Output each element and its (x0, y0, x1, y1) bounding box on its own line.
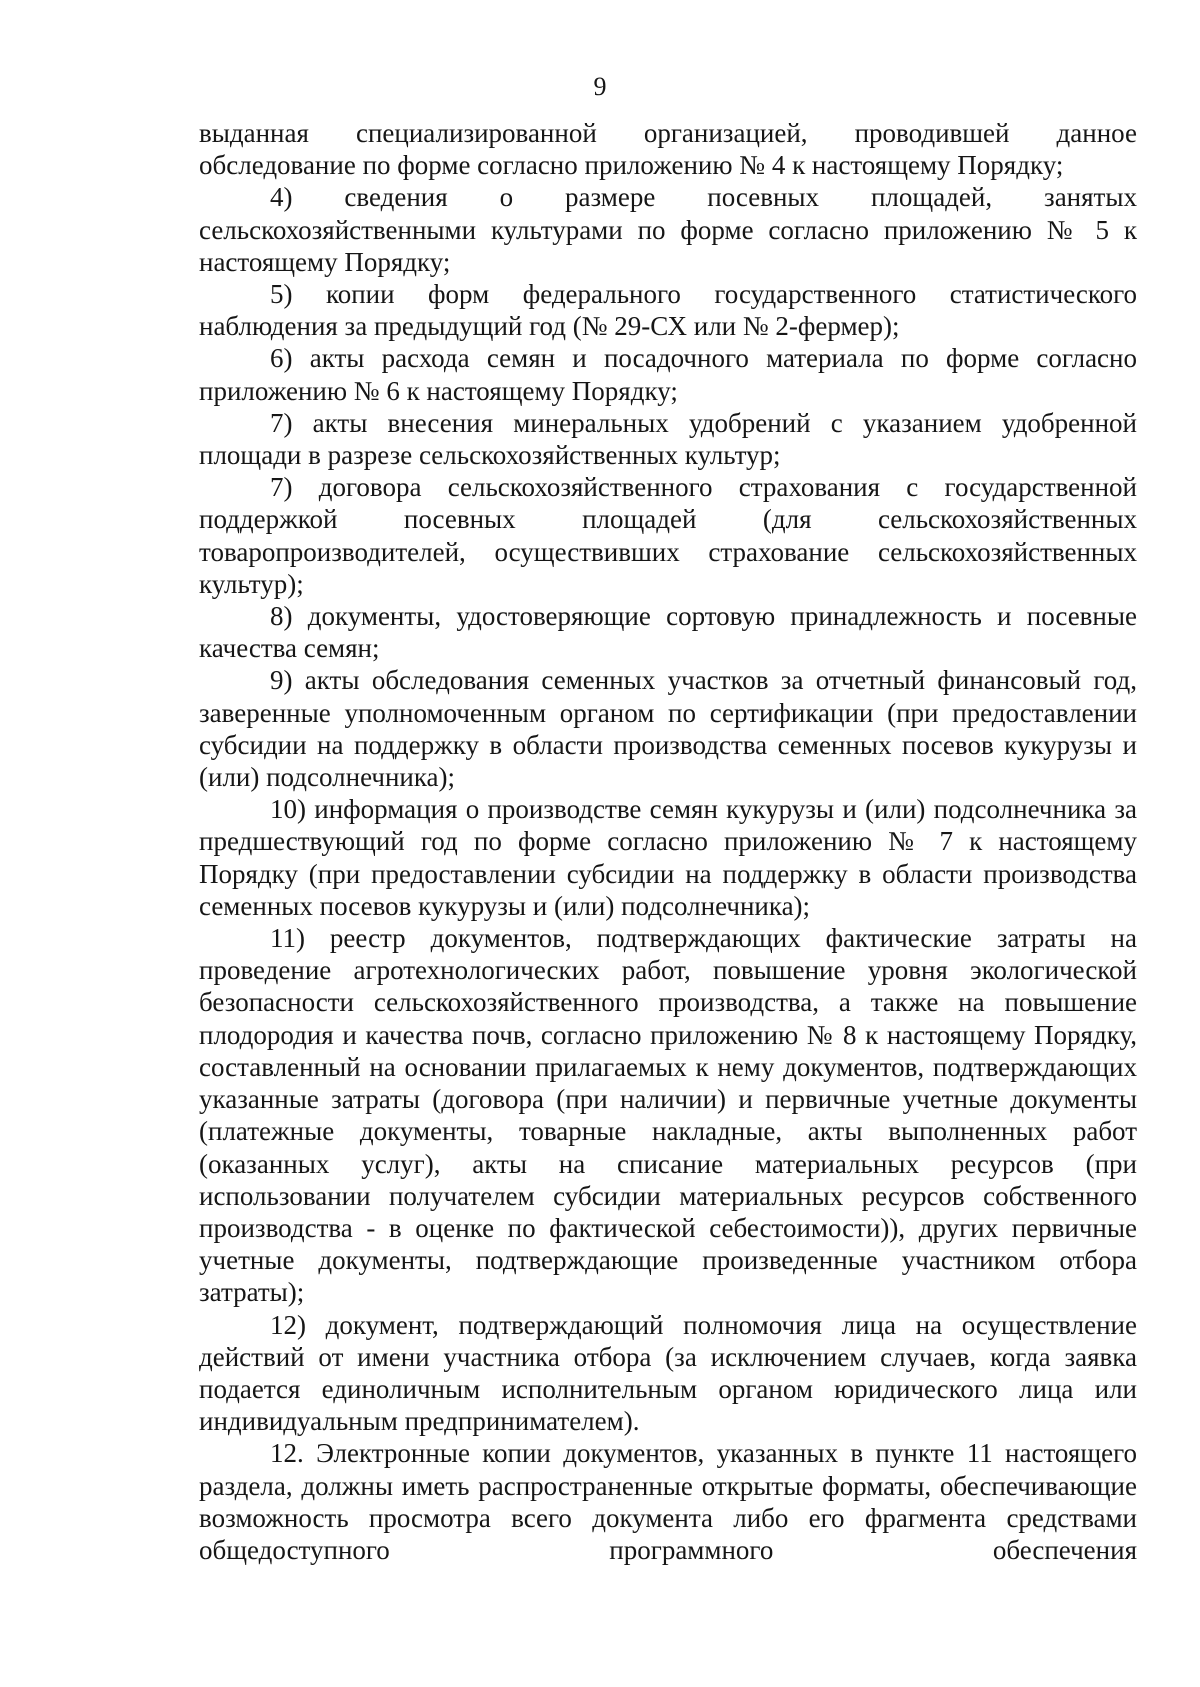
paragraph-item-7b: 7) договора сельскохозяйственного страхования с государственной поддержкой посевных площадей (для сельскохозяйственных товаропроизводителей, осуществивших страхование сельскохозяйственных культур); (199, 472, 1137, 599)
paragraph-item-5: 5) копии форм федерального государственного статистического наблюдения за предыдущий год (№ 29-СХ или № 2-фермер); (199, 279, 1137, 342)
paragraph-item-8: 8) документы, удостоверяющие сортовую принадлежность и посевные качества семян; (199, 601, 1137, 664)
paragraph-item-6: 6) акты расхода семян и посадочного материала по форме согласно приложению № 6 к настоящему Порядку; (199, 343, 1137, 406)
document-body (199, 117, 1137, 1566)
paragraph-item-4: 4) сведения о размере посевных площадей, занятых сельскохозяйственными культурами по форме согласно приложению № 5 к настоящему Порядку; (199, 182, 1137, 277)
paragraph-continuation: выданная специализированной организацией, проводившей данное обследование по форме согласно приложению № 4 к настоящему Порядку; (199, 118, 1137, 181)
paragraph-item-11: 11) реестр документов, подтверждающих фактические затраты на проведение агротехнологических работ, повышение уровня экологической безопасности сельскохозяйственного производства, а также на повышение плодородия и качества почв, согласно приложению № 8 к настоящему Порядку, составленный на основании прилагаемых к нему документов, подтверждающих указанные затраты (договора (при наличии) и первичные учетные документы (платежные документы, товарные накладные, акты выполненных работ (оказанных услуг), акты на списание материальных ресурсов (при использовании получателем субсидии материальных ресурсов собственного производства - в оценке по фактической себестоимости)), других первичные учетные документы, подтверждающие произведенные участником отбора затраты); (199, 923, 1137, 1308)
paragraph-section-12: 12. Электронные копии документов, указанных в пункте 11 настоящего раздела, должны иметь распространенные открытые форматы, обеспечивающие возможность просмотра всего документа либо его фрагмента средствами общедоступного программного обеспечения (199, 1438, 1137, 1565)
paragraph-item-10: 10) информация о производстве семян кукурузы и (или) подсолнечника за предшествующий год по форме согласно приложению № 7 к настоящему Порядку (при предоставлении субсидии на поддержку в области производства семенных посевов кукурузы и (или) подсолнечника); (199, 794, 1137, 921)
paragraph-item-9: 9) акты обследования семенных участков за отчетный финансовый год, заверенные уполномоченным органом по сертификации (при предоставлении субсидии на поддержку в области производства семенных посевов кукурузы и (или) подсолнечника); (199, 665, 1137, 793)
page-number: 9 (593, 72, 607, 101)
paragraph-item-7a: 7) акты внесения минеральных удобрений с указанием удобренной площади в разрезе сельскохозяйственных культур; (199, 407, 1137, 471)
paragraph-item-12: 12) документ, подтверждающий полномочия лица на осуществление действий от имени участника отбора (за исключением случаев, когда заявка подается единоличным исполнительным органом юридического лица или индивидуальным предпринимателем). (199, 1309, 1137, 1437)
